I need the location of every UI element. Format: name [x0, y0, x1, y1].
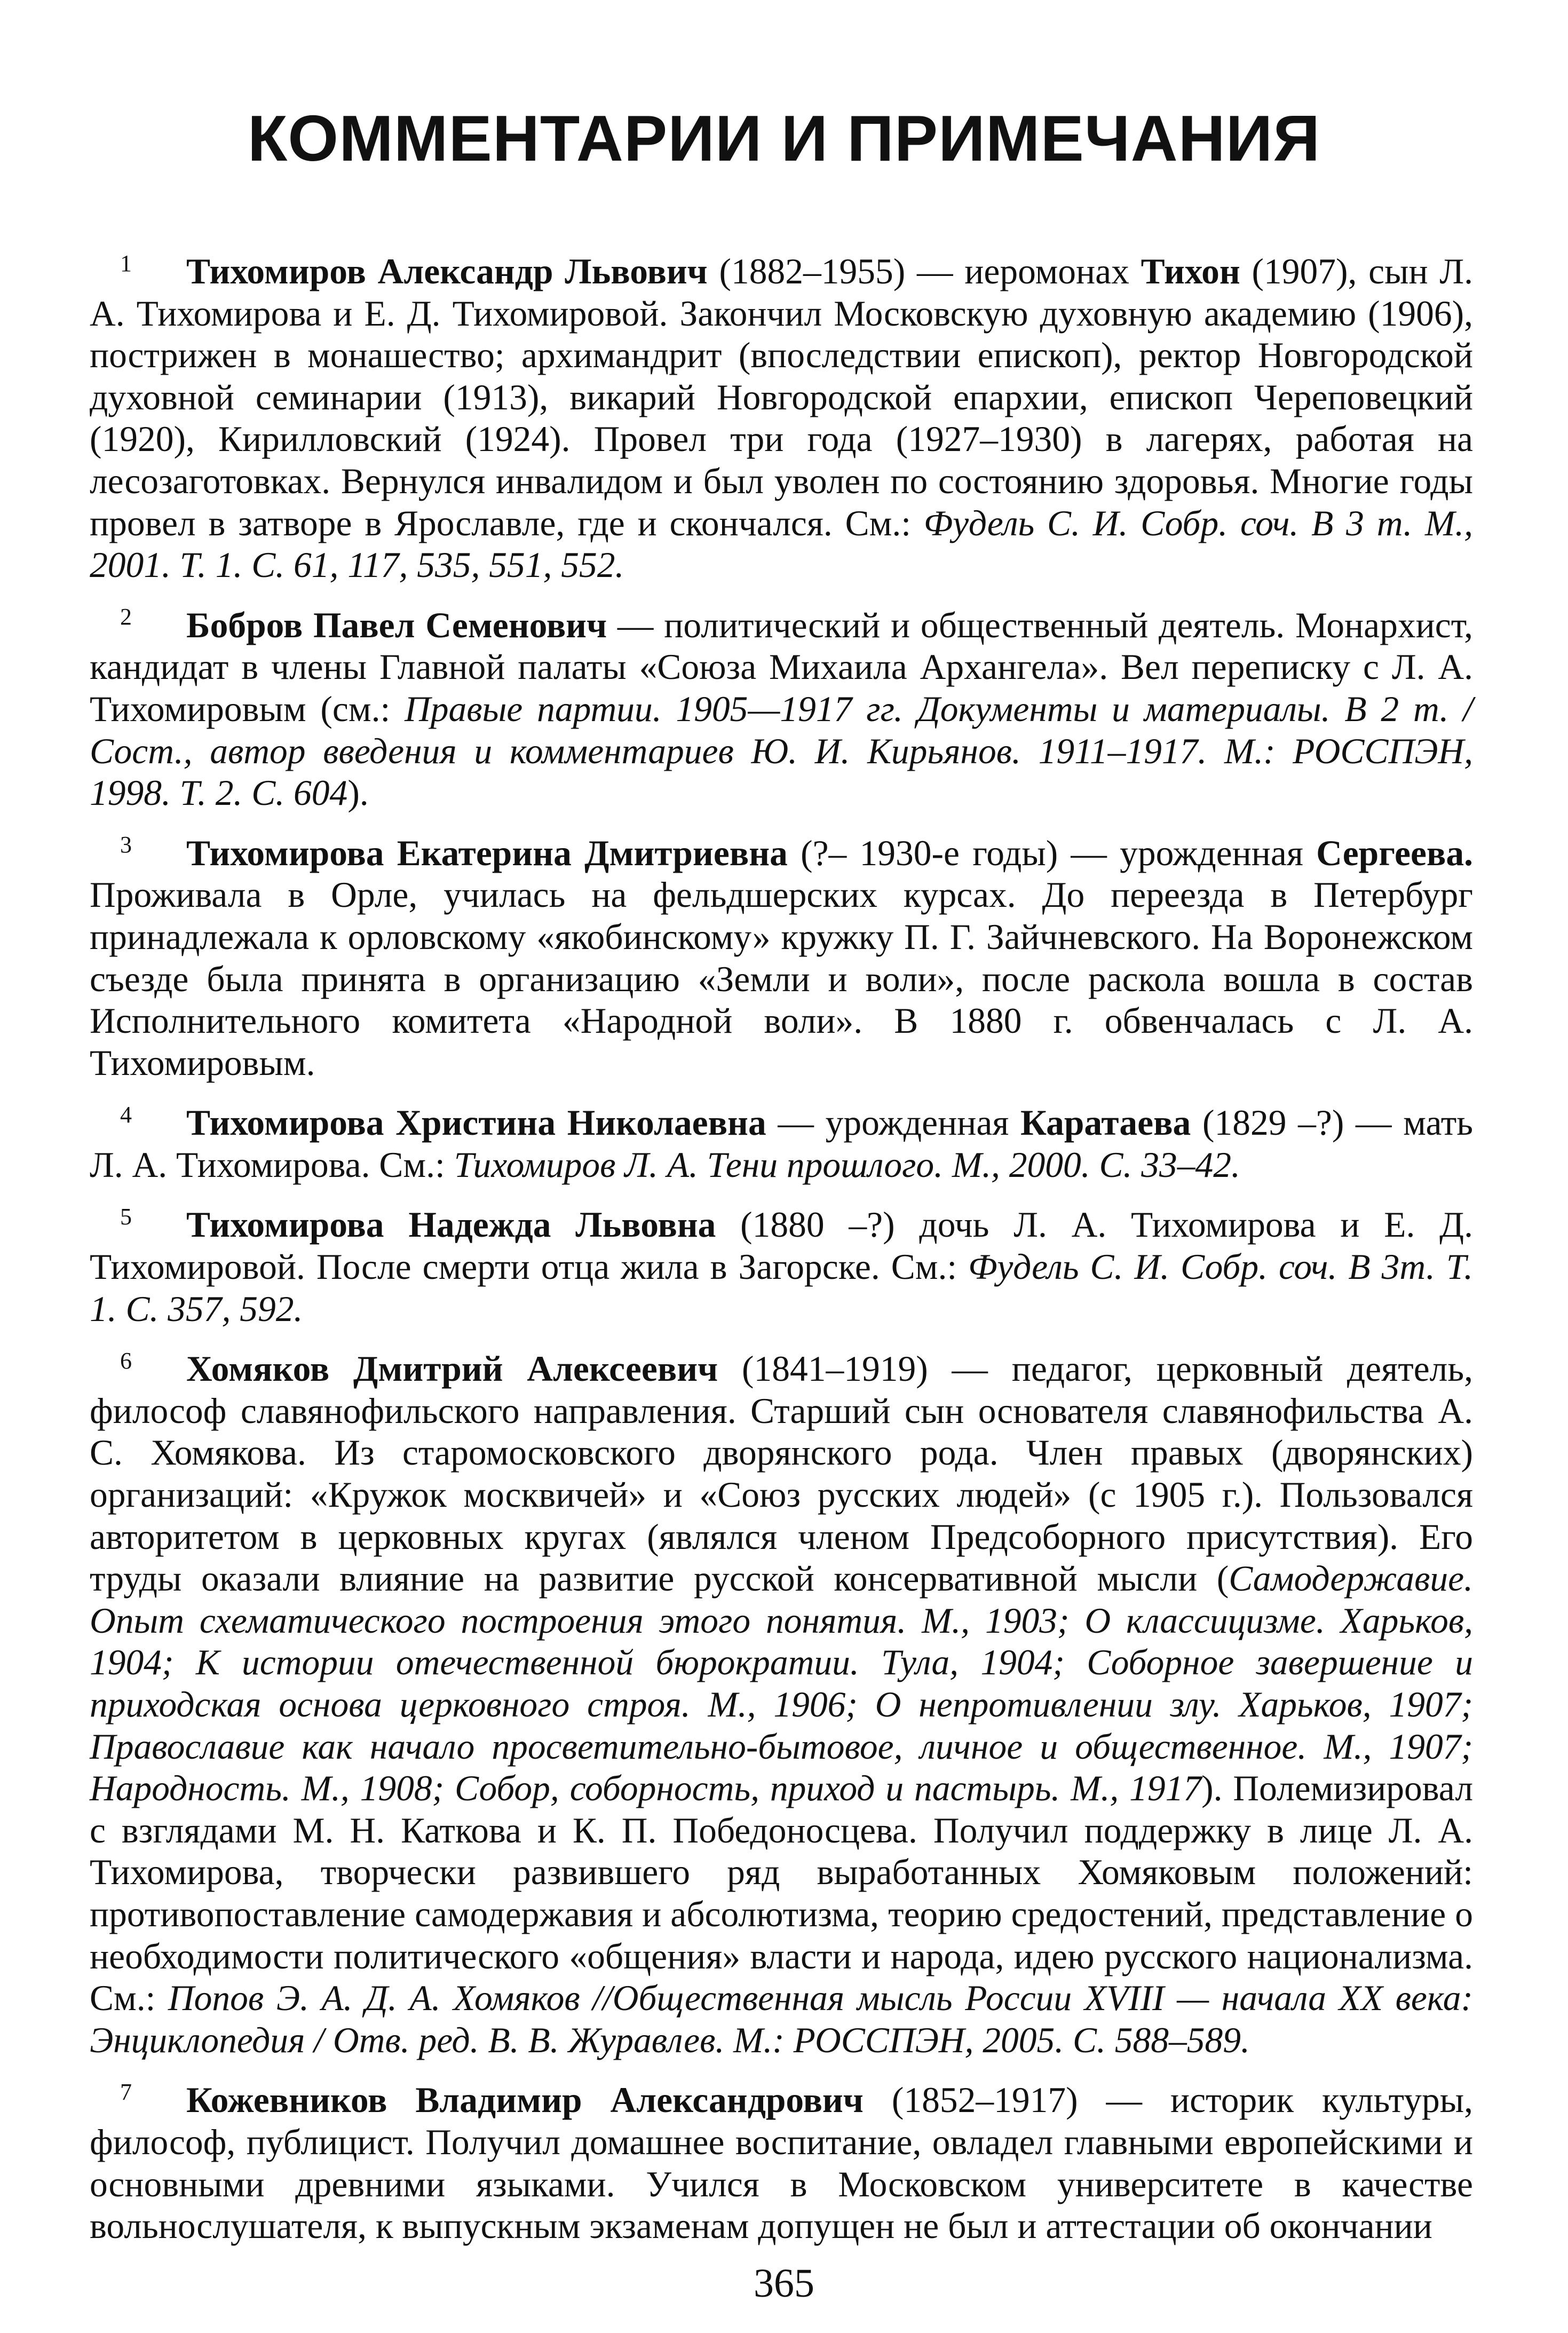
note-text: (?– 1930-е годы) — урожденная: [787, 833, 1317, 873]
note-name: Бобров Павел Семенович: [186, 605, 607, 645]
note-name: Тихомирова Екатерина Дмитриевна: [186, 833, 788, 873]
page-title: КОММЕНТАРИИ И ПРИМЕЧАНИЯ: [247, 102, 1321, 175]
note-name-secondary: Каратаева: [1020, 1103, 1191, 1143]
note-2: 2 Бобров Павел Семенович — политический и общественный деятель. Монархист, кандидат в члены Главной палаты «Союза Михаила Архангела». Вел переписку с Л. А. Тихомировым (см.: Правые партии. 1905—1917 гг. Документы и материалы. В 2 т. / Сост., автор введения и комментариев Ю. И. Кирьянов. 1911–1917. М.: РОССПЭН, 1998. Т. 2. С. 604).: [90, 604, 1473, 813]
note-text: (1852–1917) — историк культуры, философ, публицист. Получил домашнее воспитание, овладел главными европейскими и основными древними языками. Учился в Московском университете в качестве вольнослушателя, к выпускным экзаменам допущен не был и аттестации об окончании: [90, 2080, 1473, 2247]
notes-list: [90, 251, 1473, 2266]
note-name-secondary: Тихон: [1141, 251, 1240, 291]
note-text: Проживала в Орле, училась на фельдшерских курсах. До переезда в Петербург принадлежала к орловскому «якобинскому» кружку П. Г. Зайчневского. На Воронежском съезде была принята в организацию «Земли и воли», после раскола вошла в состав Исполнительного комитета «Народной воли». В 1880 г. обвенчалась с Л. А. Тихомировым.: [90, 875, 1473, 1083]
note-3: 3 Тихомирова Екатерина Дмитриевна (?– 1930-е годы) — урожденная Сергеева. Проживала в Орле, училась на фельдшерских курсах. До переезда в Петербург принадлежала к орловскому «якобинскому» кружку П. Г. Зайчневского. На Воронежском съезде была принята в организацию «Земли и воли», после раскола вошла в состав Исполнительного комитета «Народной воли». В 1880 г. обвенчалась с Л. А. Тихомировым.: [90, 832, 1473, 1083]
note-name: Кожевников Владимир Александрович: [186, 2080, 864, 2121]
note-text: (1841–1919) — педагог, церковный деятель, философ славянофильского направления. Старший сын основателя славянофильства А. С. Хомякова. Из старомосковского дворянского рода. Член правых (дворянских) организаций: «Кружок москвичей» и «Союз русских людей» (с 1905 г.). Пользовался авторитетом в церковных кругах (являлся членом Предсоборного присутствия). Его труды оказали влияние на развитие русской консервативной мысли (: [90, 1349, 1473, 1599]
note-name: Тихомирова Надежда Львовна: [186, 1205, 716, 1245]
note-name: Тихомиров Александр Львович: [186, 251, 708, 291]
note-text: ). Полемизировал с взглядами М. Н. Каткова и К. П. Победоносцева. Получил поддержку в лице Л. А. Тихомирова, творчески развившего ряд выработанных Хомяковым положений: противопоставление самодержавия и абсолютизма, теорию средостений, представление о необходимости политического «общения» власти и народа, идею русского национализма. См.:: [90, 1768, 1473, 2019]
note-6: 6 Хомяков Дмитрий Алексеевич (1841–1919) — педагог, церковный деятель, философ славянофильского направления. Старший сын основателя славянофильства А. С. Хомякова. Из старомосковского дворянского рода. Член правых (дворянских) организаций: «Кружок москвичей» и «Союз русских людей» (с 1905 г.). Пользовался авторитетом в церковных кругах (являлся членом Предсоборного присутствия). Его труды оказали влияние на развитие русской консервативной мысли (Самодержавие. Опыт схематического построения этого понятия. М., 1903; О классицизме. Харьков, 1904; К истории отечественной бюрократии. Тула, 1904; Соборное завершение и приходская основа церковного строя. М., 1906; О непротивлении злу. Харьков, 1907; Православие как начало просветительно-бытовое, личное и общественное. М., 1907; Народность. М., 1908; Собор, соборность, приход и пастырь. М., 1917). Полемизировал с взглядами М. Н. Каткова и К. П. Победоносцева. Получил поддержку в лице Л. А. Тихомирова, творчески развившего ряд выработанных Хомяковым положений: противопоставление самодержавия и абсолютизма, теорию средостений, представление о необходимости политического «общения» власти и народа, идею русского национализма. См.: Попов Э. А. Д. А. Хомяков //Общественная мысль России XVIII — начала XX века: Энциклопедия / Отв. ред. В. В. Журавлев. М.: РОССПЭН, 2005. С. 588–589.: [90, 1347, 1473, 2060]
note-text: (1882–1955) — иеромонах: [707, 251, 1141, 291]
note-4: 4 Тихомирова Христина Николаевна — урожденная Каратаева (1829 –?) — мать Л. А. Тихомирова. См.: Тихомиров Л. А. Тени прошлого. М., 2000. С. 33–42.: [90, 1101, 1473, 1185]
note-text: (1829 –?) — мать Л. А. Тихомирова. См.:: [90, 1103, 1473, 1185]
note-name: Хомяков Дмитрий Алексеевич: [186, 1349, 718, 1389]
note-name-secondary: Сергеева.: [1316, 833, 1473, 873]
note-reference: Фудель С. И. Собр. соч. В 3т. Т. 1. С. 357, 592.: [90, 1247, 1474, 1329]
note-5: 5 Тихомирова Надежда Львовна (1880 –?) дочь Л. А. Тихомирова и Е. Д. Тихомировой. После смерти отца жила в Загорске. См.: Фудель С. И. Собр. соч. В 3т. Т. 1. С. 357, 592.: [90, 1203, 1474, 1329]
note-reference-secondary: Попов Э. А. Д. А. Хомяков //Общественная мысль России XVIII — начала XX века: Энциклопедия / Отв. ред. В. В. Журавлев. М.: РОССПЭН, 2005. С. 588–589.: [90, 1978, 1473, 2060]
note-text: — урожденная: [766, 1103, 1021, 1143]
note-text: (1880 –?) дочь Л. А. Тихомирова и Е. Д. Тихомировой. После смерти отца жила в Загорске. См.:: [90, 1205, 1474, 1287]
note-text: ).: [347, 773, 369, 813]
note-name: Тихомирова Христина Николаевна: [186, 1103, 766, 1143]
note-reference: Самодержавие. Опыт схематического построения этого понятия. М., 1903; О классицизме. Харьков, 1904; К истории отечественной бюрократии. Тула, 1904; Соборное завершение и приходская основа церковного строя. М., 1906; О непротивлении злу. Харьков, 1907; Православие как начало просветительно-бытовое, личное и общественное. М., 1907; Народность. М., 1908; Собор, соборность, приход и пастырь. М., 1917: [90, 1559, 1473, 1809]
note-7: 7 Кожевников Владимир Александрович (1852–1917) — историк культуры, философ, публицист. Получил домашнее воспитание, овладел главными европейскими и основными древними языками. Учился в Московском университете в качестве вольнослушателя, к выпускным экзаменам допущен не был и аттестации об окончании: [90, 2078, 1473, 2247]
page-number: 365: [754, 2261, 814, 2306]
note-reference: Правые партии. 1905—1917 гг. Документы и материалы. В 2 т. / Сост., автор введения и комментариев Ю. И. Кирьянов. 1911–1917. М.: РОССПЭН, 1998. Т. 2. С. 604: [90, 689, 1473, 813]
note-text: — политический и общественный деятель. Монархист, кандидат в члены Главной палаты «Союза Михаила Архангела». Вел переписку с Л. А. Тихомировым (см.:: [90, 605, 1473, 729]
note-1: 1 Тихомиров Александр Львович (1882–1955) — иеромонах Тихон (1907), сын Л. А. Тихомирова и Е. Д. Тихомировой. Закончил Московскую духовную академию (1906), пострижен в монашество; архимандрит (впоследствии епископ), ректор Новгородской духовной семинарии (1913), викарий Новгородской епархии, епископ Череповецкий (1920), Кирилловский (1924). Провел три года (1927–1930) в лагерях, работая на лесозаготовках. Вернулся инвалидом и был уволен по состоянию здоровья. Многие годы провел в затворе в Ярославле, где и скончался. См.: Фудель С. И. Собр. соч. В 3 т. М., 2001. Т. 1. С. 61, 117, 535, 551, 552.: [90, 250, 1473, 586]
note-reference: Фудель С. И. Собр. соч. В 3 т. М., 2001. Т. 1. С. 61, 117, 535, 551, 552.: [90, 503, 1473, 586]
note-text: (1907), сын Л. А. Тихомирова и Е. Д. Тихомировой. Закончил Московскую духовную академию (1906), пострижен в монашество; архимандрит (впоследствии епископ), ректор Новгородской духовной семинарии (1913), викарий Новгородской епархии, епископ Череповецкий (1920), Кирилловский (1924). Провел три года (1927–1930) в лагерях, работая на лесозаготовках. Вернулся инвалидом и был уволен по состоянию здоровья. Многие годы провел в затворе в Ярославле, где и скончался. См.:: [90, 251, 1473, 543]
note-reference: Тихомиров Л. А. Тени прошлого. М., 2000. С. 33–42.: [454, 1144, 1240, 1185]
